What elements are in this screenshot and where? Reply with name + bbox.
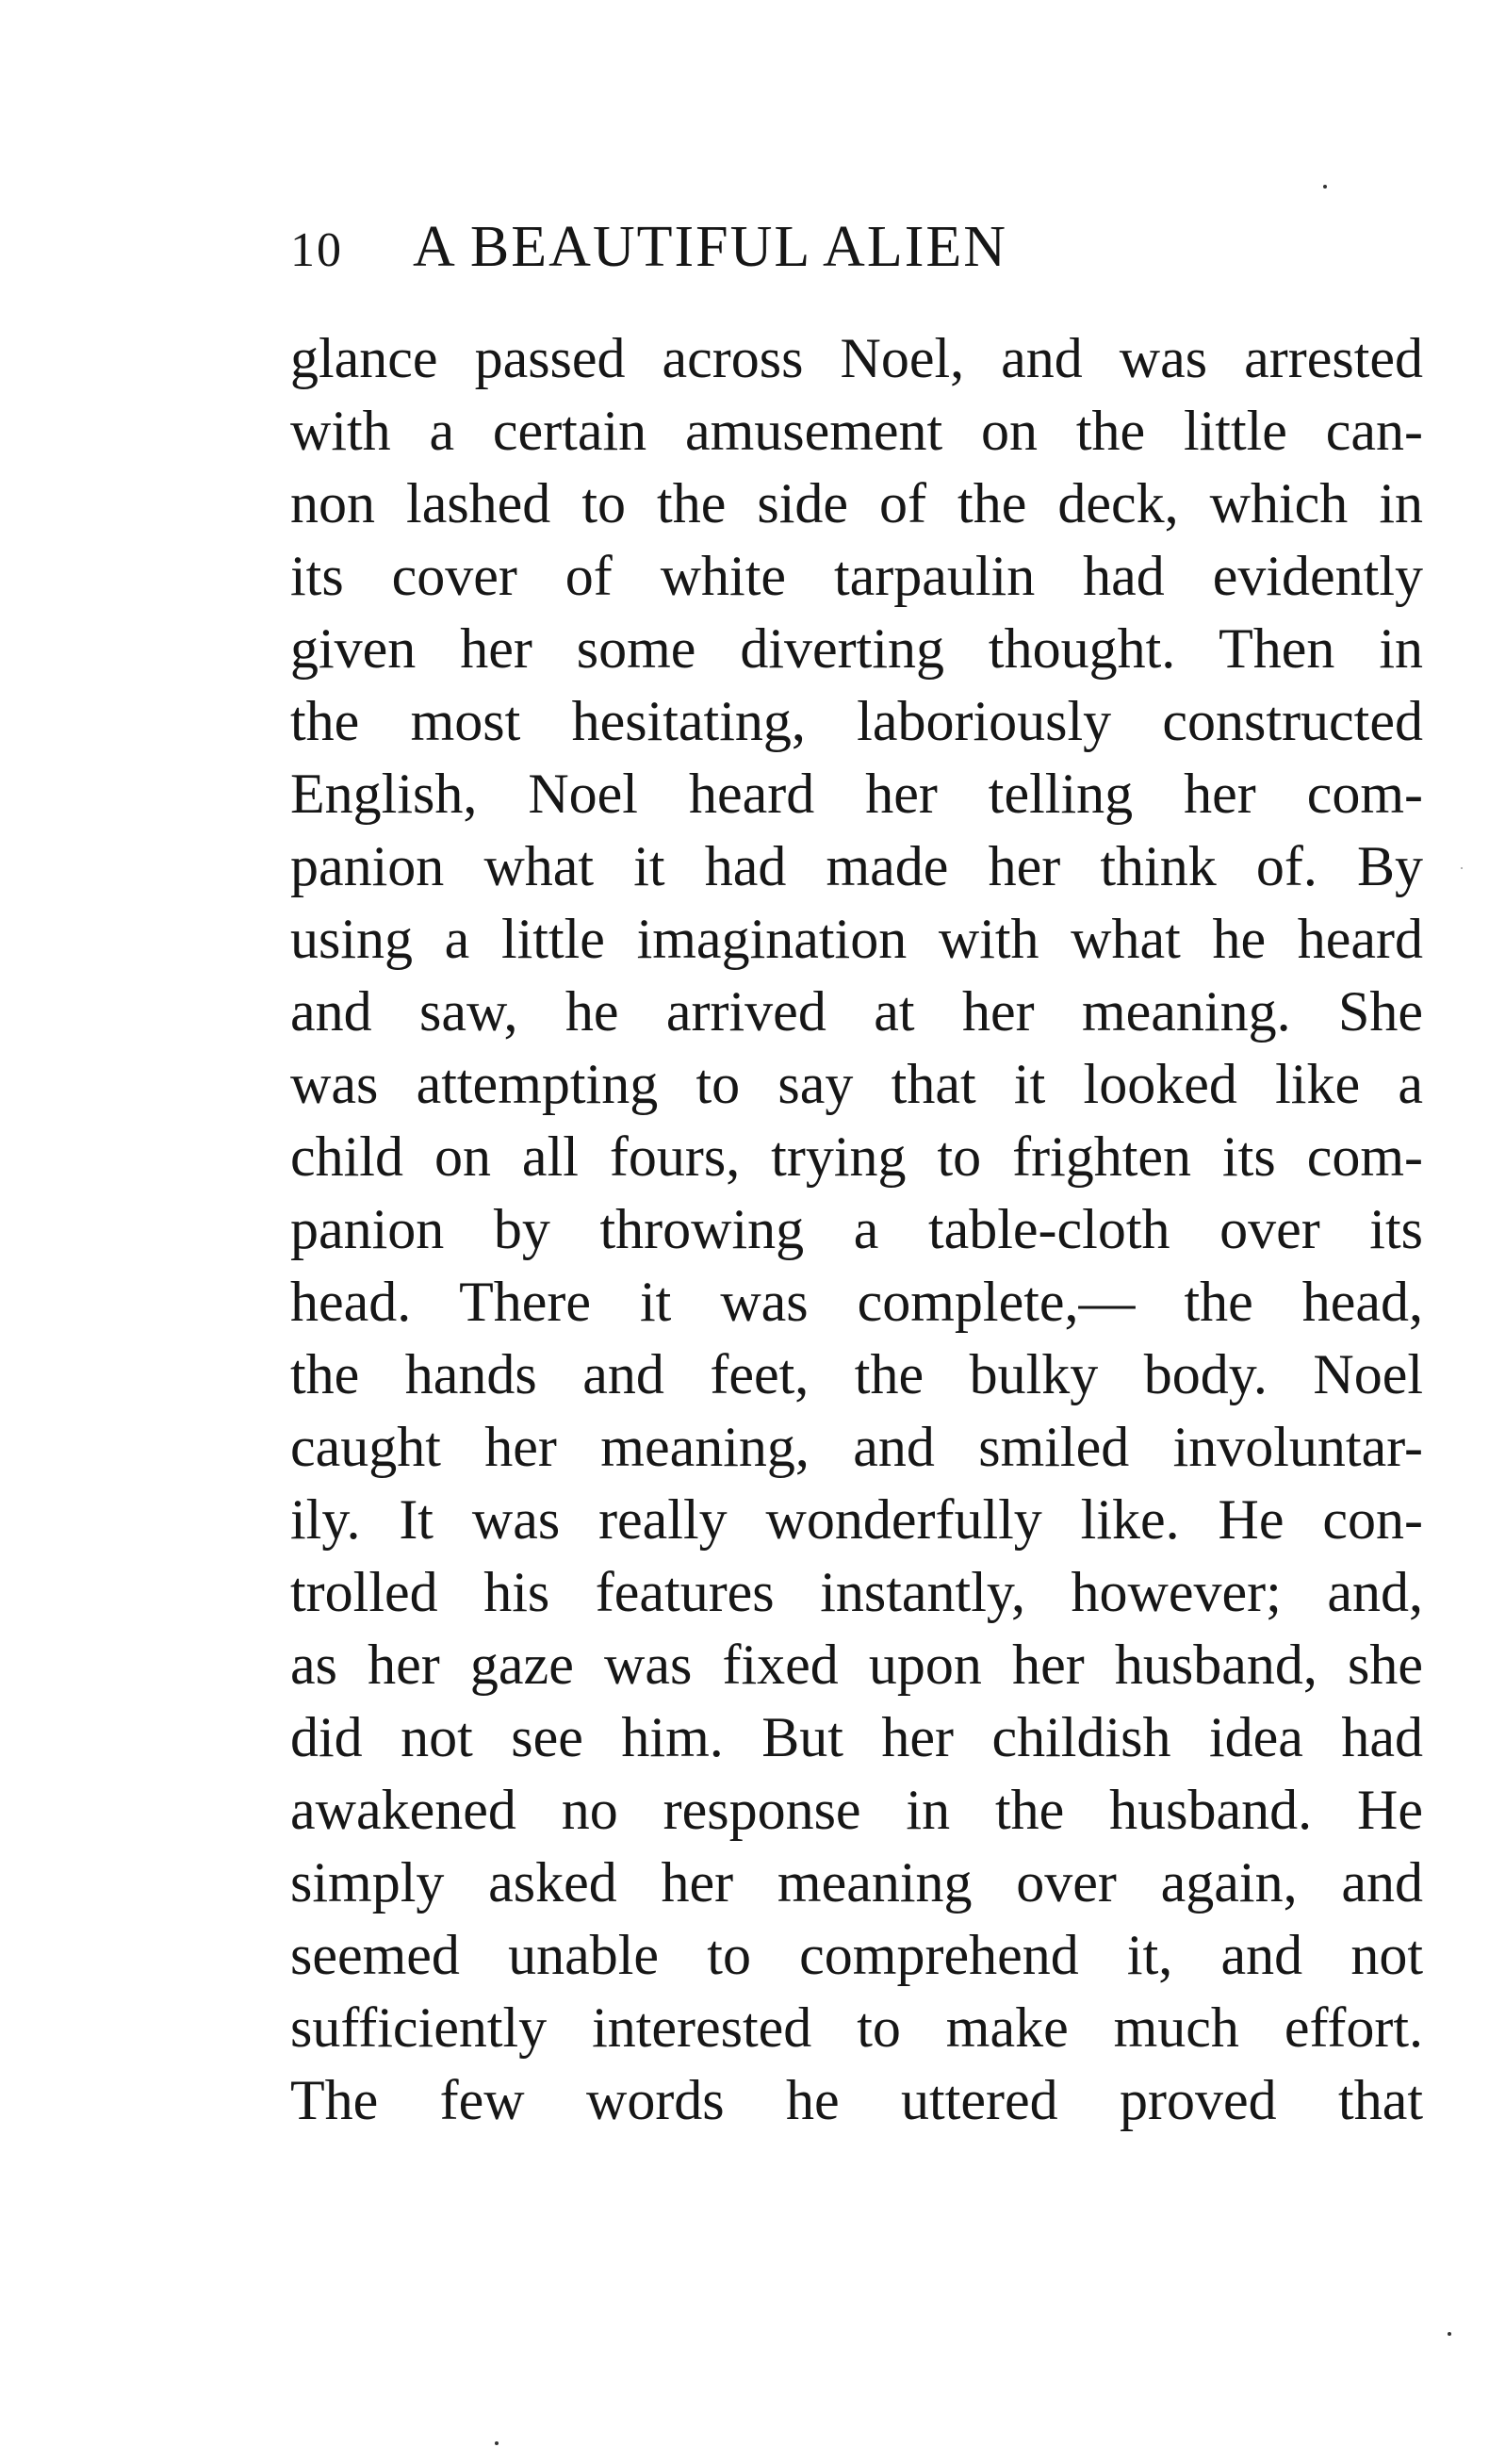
body-text	[290, 322, 1423, 2137]
running-head	[290, 209, 1233, 285]
text-line: did not see him. But her childish idea had	[290, 1706, 1423, 1768]
text-line: and saw, he arrived at her meaning. She	[290, 980, 1423, 1043]
text-line: child on all fours, trying to frighten its com-	[290, 1125, 1423, 1188]
text-line: panion by throwing a table-cloth over its	[290, 1198, 1423, 1260]
text-line: English, Noel heard her telling her com-	[290, 763, 1423, 825]
text-line: awakened no response in the husband. He	[290, 1779, 1423, 1841]
text-line: with a certain amusement on the little can-	[290, 400, 1423, 462]
text-line: using a little imagination with what he heard	[290, 908, 1423, 970]
book-title: A BEAUTIFUL ALIEN	[413, 215, 1007, 279]
text-line: simply asked her meaning over again, and	[290, 1851, 1423, 1914]
text-line: seemed unable to comprehend it, and not	[290, 1924, 1423, 1986]
text-line: non lashed to the side of the deck, which in	[290, 472, 1423, 534]
text-line: as her gaze was fixed upon her husband, she	[290, 1634, 1423, 1696]
text-line: given her some diverting thought. Then in	[290, 617, 1423, 680]
text-line: its cover of white tarpaulin had evidently	[290, 545, 1423, 607]
text-line: ily. It was really wonderfully like. He con-	[290, 1488, 1423, 1551]
text-line: caught her meaning, and smiled involuntar-	[290, 1416, 1423, 1478]
text-line: the most hesitating, laboriously constructed	[290, 690, 1423, 752]
page-number: 10	[290, 223, 343, 277]
text-line: The few words he uttered proved that	[290, 2069, 1423, 2131]
paper-speck	[1461, 867, 1463, 869]
text-line: glance passed across Noel, and was arrested	[290, 327, 1423, 389]
text-line: panion what it had made her think of. By	[290, 835, 1423, 897]
text-line: trolled his features instantly, however; and,	[290, 1561, 1423, 1623]
paper-speck	[1323, 185, 1327, 189]
text-line: head. There it was complete,— the head,	[290, 1271, 1423, 1333]
text-line: the hands and feet, the bulky body. Noel	[290, 1343, 1423, 1405]
text-line: was attempting to say that it looked like a	[290, 1053, 1423, 1115]
paper-speck	[1448, 2332, 1451, 2336]
text-line: sufficiently interested to make much effort.	[290, 1996, 1423, 2059]
paper-speck	[495, 2441, 499, 2445]
